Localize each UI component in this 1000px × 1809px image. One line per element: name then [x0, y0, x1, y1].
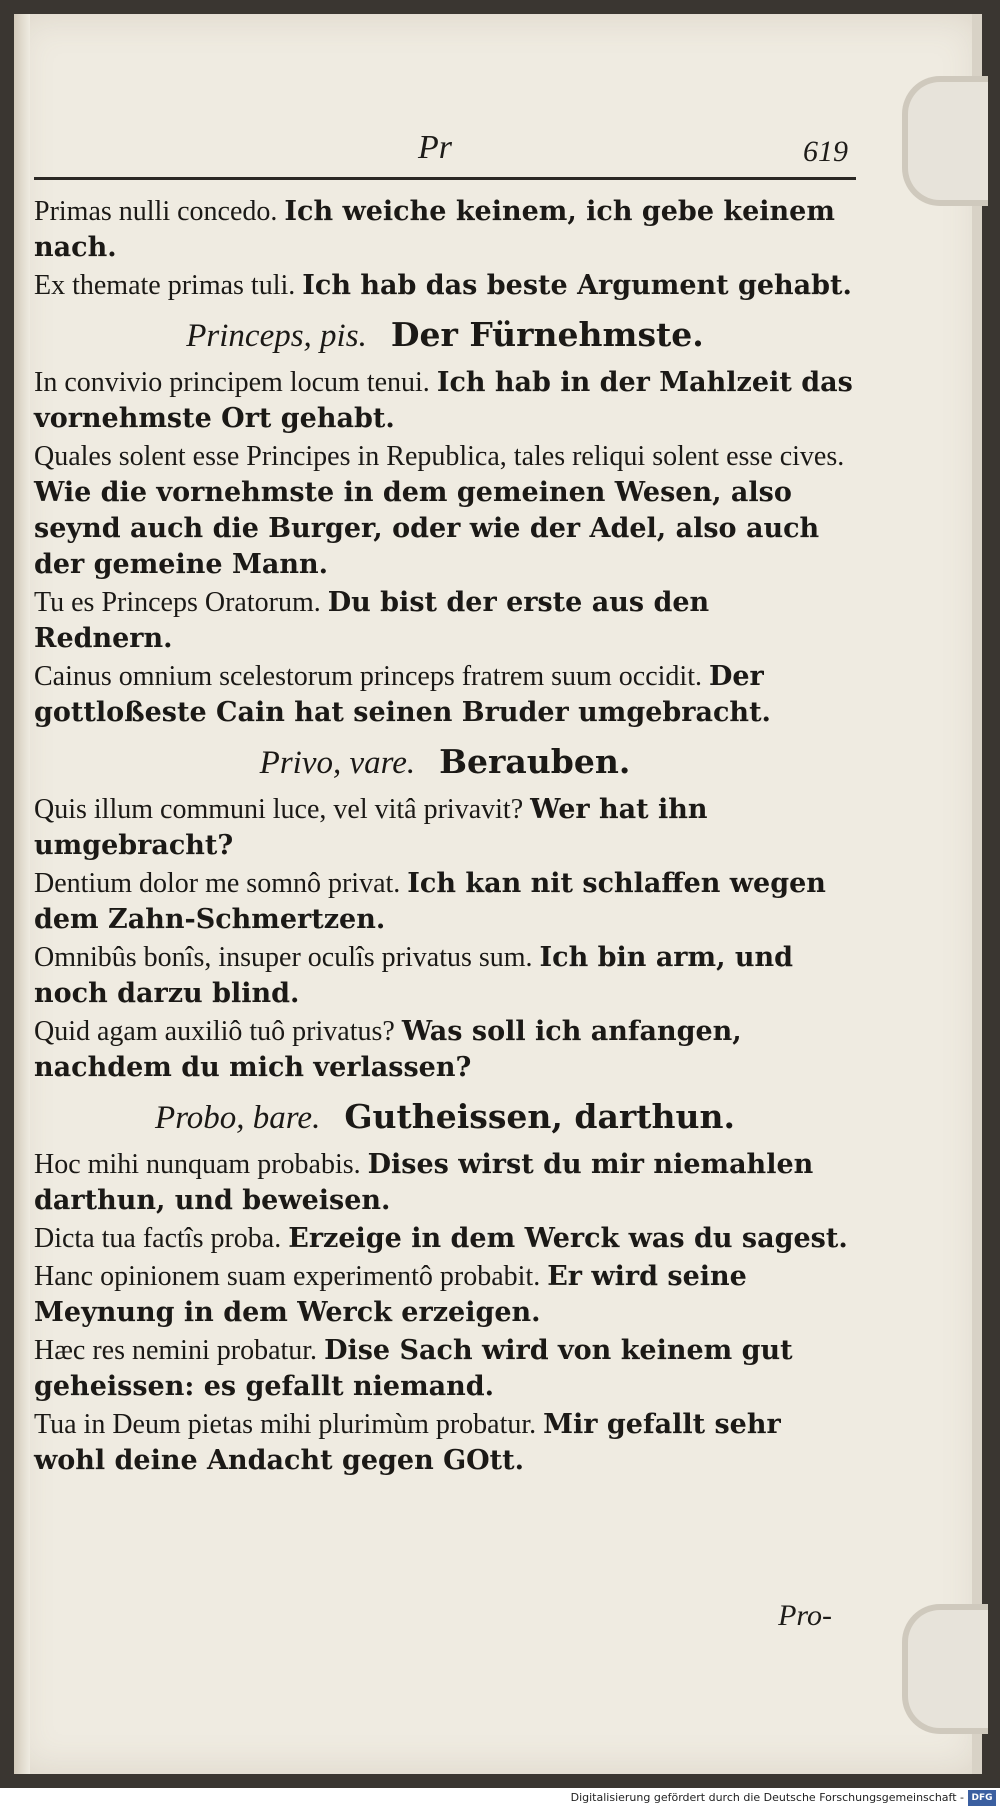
section-probo — [34, 1096, 856, 1479]
entry — [34, 792, 856, 864]
latin-phrase: Dentium dolor me somnô privat. — [34, 868, 401, 899]
entry — [34, 439, 856, 583]
headword-gloss: Berauben. — [439, 742, 631, 781]
latin-phrase: Quis illum communi luce, vel vitâ privavit? — [34, 794, 524, 825]
headword-lemma: Probo, bare. — [155, 1100, 321, 1136]
latin-phrase: In convivio principem locum tenui. — [34, 367, 430, 398]
digitization-footer — [0, 1788, 1000, 1809]
headword — [34, 314, 856, 357]
running-head: Pr — [418, 129, 452, 166]
entry — [34, 585, 856, 657]
german-translation: Ich hab das beste Argument gehabt. — [302, 270, 852, 301]
entry — [34, 1407, 856, 1479]
book-clasp-bottom — [902, 1604, 988, 1734]
german-translation: Ich bin arm, und noch darzu blind. — [34, 942, 794, 1009]
dictionary-content — [34, 194, 856, 1481]
german-translation: Wie die vornehmste in dem gemeinen Wesen, also seynd auch die Burger, oder wie der Adel, also auch der gemeine Mann. — [34, 477, 820, 580]
entry — [34, 1014, 856, 1086]
entry — [34, 1259, 856, 1331]
german-translation: Ich kan nit schlaffen wegen dem Zahn-Schmertzen. — [34, 868, 826, 935]
german-translation: Mir gefallt sehr wohl deine Andacht gegen GOtt. — [34, 1409, 781, 1476]
german-translation: Du bist der erste aus den Rednern. — [34, 587, 710, 654]
german-translation: Er wird seine Meynung in dem Werck erzeigen. — [34, 1261, 747, 1328]
entry — [34, 659, 856, 731]
page-spine — [14, 14, 30, 1774]
latin-phrase: Ex themate primas tuli. — [34, 270, 296, 301]
dfg-logo-icon: DFG — [968, 1790, 996, 1806]
latin-phrase: Hanc opinionem suam experimentô probabit. — [34, 1261, 541, 1292]
entry — [34, 1221, 856, 1257]
german-translation: Dises wirst du mir niemahlen darthun, und beweisen. — [34, 1149, 814, 1216]
page-edge — [972, 14, 982, 1774]
latin-phrase: Tu es Princeps Oratorum. — [34, 587, 321, 618]
latin-phrase: Primas nulli concedo. — [34, 196, 278, 227]
entry — [34, 866, 856, 938]
german-translation: Ich hab in der Mahlzeit das vornehmste Ort gehabt. — [34, 367, 853, 434]
footer-credit: Digitalisierung gefördert durch die Deutsche Forschungsgemeinschaft - — [570, 1791, 964, 1804]
entry — [34, 194, 856, 266]
latin-phrase: Hæc res nemini probatur. — [34, 1335, 318, 1366]
headword-lemma: Princeps, pis. — [186, 318, 367, 354]
latin-phrase: Omnibûs bonîs, insuper oculîs privatus sum. — [34, 942, 533, 973]
entry — [34, 940, 856, 1012]
headword-gloss: Gutheissen, darthun. — [344, 1097, 735, 1136]
book-clasp-top — [902, 76, 988, 206]
latin-phrase: Hoc mihi nunquam probabis. — [34, 1149, 361, 1180]
german-translation: Erzeige in dem Werck was du sagest. — [288, 1223, 848, 1254]
headword-lemma: Privo, vare. — [259, 745, 416, 781]
entry — [34, 268, 856, 304]
latin-phrase: Dicta tua factîs proba. — [34, 1223, 282, 1254]
catchword: Pro- — [778, 1599, 832, 1632]
entry — [34, 1333, 856, 1405]
latin-phrase: Tua in Deum pietas mihi plurimùm probatur. — [34, 1409, 537, 1440]
section-princeps — [34, 314, 856, 731]
german-translation: Dise Sach wird von keinem gut geheissen: es gefallt niemand. — [34, 1335, 793, 1402]
headword-gloss: Der Fürnehmste. — [390, 315, 704, 354]
section-primas — [34, 194, 856, 304]
headword — [34, 1096, 856, 1139]
latin-phrase: Quid agam auxiliô tuô privatus? — [34, 1016, 395, 1047]
header-rule — [34, 177, 856, 180]
headword — [34, 741, 856, 784]
german-translation: Der gottloßeste Cain hat seinen Bruder umgebracht. — [34, 661, 771, 728]
book-page — [14, 14, 982, 1774]
german-translation: Was soll ich anfangen, nachdem du mich verlassen? — [34, 1016, 742, 1083]
german-translation: Wer hat ihn umgebracht? — [34, 794, 708, 861]
latin-phrase: Quales solent esse Principes in Republica, tales reliqui solent esse cives. — [34, 441, 845, 472]
entry — [34, 1147, 856, 1219]
section-privo — [34, 741, 856, 1086]
latin-phrase: Cainus omnium scelestorum princeps fratrem suum occidit. — [34, 661, 702, 692]
german-translation: Ich weiche keinem, ich gebe keinem nach. — [34, 196, 835, 263]
entry — [34, 365, 856, 437]
page-header — [34, 129, 856, 189]
page-number: 619 — [803, 135, 848, 168]
